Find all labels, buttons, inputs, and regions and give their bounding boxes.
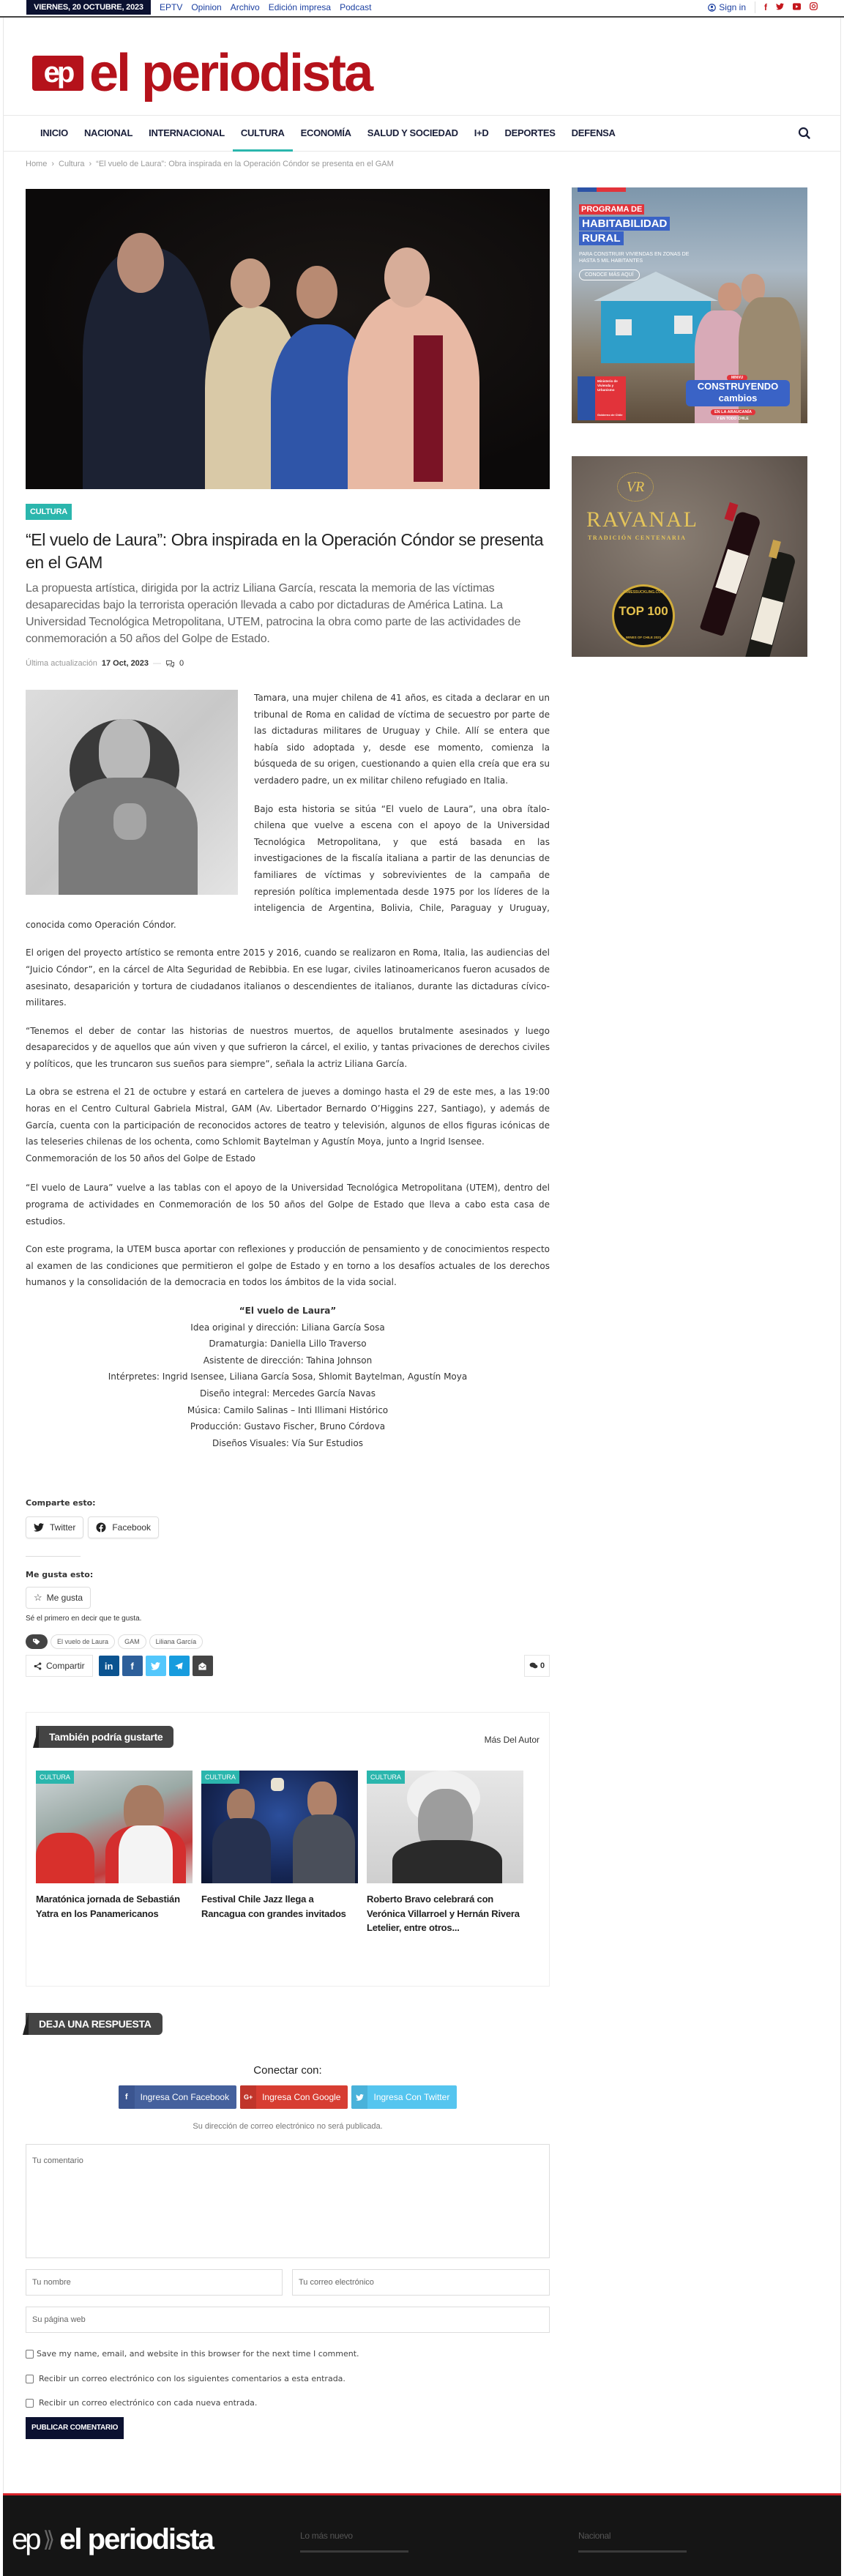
breadcrumb <box>26 160 394 168</box>
user-icon <box>708 4 716 12</box>
tag-liliana-garcia[interactable]: Liliana García <box>149 1634 203 1649</box>
footer-column-bar <box>578 2550 687 2553</box>
compartir-label: Compartir <box>46 1661 85 1672</box>
login-google-label: Ingresa Con Google <box>262 2092 341 2103</box>
related-heading: También podría gustarte <box>36 1726 173 1748</box>
related-card[interactable] <box>36 1771 193 1935</box>
share-facebook-label: Facebook <box>112 1522 152 1533</box>
site-logo[interactable] <box>32 44 371 103</box>
seal-bottom: WINES OF CHILE 2021 <box>625 636 662 639</box>
tag-gam[interactable]: GAM <box>118 1634 146 1649</box>
footer-column-nacional <box>578 2531 687 2553</box>
meta-dash: — <box>153 659 162 668</box>
nav-item-internacional[interactable]: INTERNACIONAL <box>149 127 225 138</box>
share-icon <box>34 1662 42 1670</box>
nav-item-nacional[interactable]: NACIONAL <box>83 127 133 138</box>
comment-placeholder: Tu comentario <box>32 2156 83 2166</box>
twitter-icon[interactable] <box>776 2 784 12</box>
logo-mark: ep <box>32 56 83 91</box>
ad-line3: RURAL <box>579 231 624 245</box>
twitter-icon <box>34 1523 44 1532</box>
article-subtitle: La propuesta artística, dirigida por la actriz Liliana García, rescata la memoria de las víctimas desaparecidas bajo la terrorista operación llevada a cabo por dictaduras de América Latina. La Universidad Tecnológica Metropolitana, UTEM, patrocina la obra como parte de las actividades de conmemoración a 50 años del Golpe de Estado. <box>26 582 521 645</box>
top-right <box>708 0 818 15</box>
share-twitter-label: Twitter <box>50 1522 76 1533</box>
breadcrumb-cultura[interactable]: Cultura <box>59 160 85 168</box>
nav-items <box>32 116 624 151</box>
ad-region: EN LA ARAUCANÍA <box>711 409 755 415</box>
credit-line: Diseños Visuales: Vía Sur Estudios <box>212 1437 363 1448</box>
notify-posts-checkbox-row <box>26 2398 550 2408</box>
social-links <box>764 2 818 12</box>
article-meta <box>26 659 550 668</box>
hero-image <box>26 189 550 489</box>
ad-ministry: Ministerio de Vivienda y Urbanismo <box>597 379 618 392</box>
related-card-image <box>367 1771 523 1883</box>
related-card-category[interactable]: CULTURA <box>36 1771 74 1784</box>
comments-icon <box>529 1662 538 1669</box>
footer-logo-text: el periodista <box>59 2523 213 2555</box>
paragraph <box>26 1084 550 1166</box>
related-card-category[interactable]: CULTURA <box>201 1771 239 1784</box>
article-main <box>26 189 550 2439</box>
like-note: Sé el primero en decir que te gusta. <box>26 1615 142 1623</box>
related-cards <box>36 1771 539 1935</box>
notify-posts-checkbox[interactable] <box>26 2399 34 2408</box>
credits-title: “El vuelo de Laura” <box>239 1306 337 1316</box>
subheading: Conmemoración de los 50 años del Golpe de Estado <box>26 1153 256 1164</box>
facebook-icon <box>96 1522 106 1533</box>
login-twitter-label: Ingresa Con Twitter <box>373 2092 450 2103</box>
nav-item-salud-y-sociedad[interactable]: SALUD Y SOCIEDAD <box>367 127 458 138</box>
top-link-eptv[interactable]: EPTV <box>160 2 183 12</box>
sign-in-link[interactable] <box>708 2 746 12</box>
search-icon[interactable] <box>797 126 812 141</box>
comment-count: 0 <box>539 1661 545 1671</box>
credit-line: Idea original y dirección: Liliana García Sosa <box>190 1322 385 1333</box>
nav-item-i+d[interactable]: I+D <box>474 127 489 138</box>
like-button[interactable] <box>26 1587 91 1609</box>
tags <box>26 1634 550 1649</box>
footer-logo-divider: ⟫ <box>42 2528 56 2552</box>
login-twitter-button[interactable] <box>351 2085 457 2109</box>
ad-region2: Y EN TODO CHILE <box>717 417 749 421</box>
article-body <box>26 690 550 1291</box>
save-info-checkbox-row <box>26 2349 550 2359</box>
sidebar-ad-ravanal[interactable] <box>572 456 807 657</box>
twitter-share-button[interactable] <box>146 1656 166 1676</box>
breadcrumb-home[interactable]: Home <box>26 160 48 168</box>
footer-column-lo-mas-nuevo <box>300 2531 408 2553</box>
email-share-button[interactable] <box>193 1656 213 1676</box>
social-login-buttons <box>26 2085 550 2109</box>
login-facebook-button[interactable] <box>119 2085 236 2109</box>
ad-gov: Gobierno de Chile <box>597 413 623 417</box>
comment-count-button[interactable] <box>524 1655 550 1677</box>
save-info-label: Save my name, email, and website in this browser for the next time I comment. <box>37 2349 359 2359</box>
nav-item-cultura[interactable]: CULTURA <box>233 116 293 151</box>
updated-label: Última actualización <box>26 659 97 668</box>
related-card-title[interactable]: Roberto Bravo celebrará con Verónica Villarroel y Hernán Rivera Letelier, entre otros... <box>367 1894 520 1934</box>
ad-line2: HABITABILIDAD <box>579 217 670 231</box>
breadcrumb-separator: › <box>51 160 55 168</box>
google-plus-icon: G+ <box>240 2085 256 2109</box>
footer-logo[interactable] <box>12 2523 213 2556</box>
paragraph: Tamara, una mujer chilena de 41 años, es citada a declarar en un tribunal de Roma en calidad de víctima de secuestro por parte de las dictaduras militares de Uruguay y Chile. Allí se entera que había sido adoptada y, desde ese momento, comienza la búsqueda de su origen, cuestionando a quien ella creía que era su verdadero padre, un ex militar chileno refugiado en Italia. <box>254 693 550 786</box>
credits <box>26 1303 550 1451</box>
tag-icon <box>26 1634 48 1649</box>
save-info-checkbox[interactable] <box>26 2350 34 2359</box>
seal-mid: TOP 100 <box>619 604 668 618</box>
facebook-icon: f <box>119 2085 135 2109</box>
related-card-image <box>36 1771 193 1883</box>
top-link-podcast[interactable]: Podcast <box>340 2 372 12</box>
compartir-button[interactable] <box>26 1655 93 1677</box>
linkedin-share-button[interactable]: in <box>99 1656 119 1676</box>
comments-icon[interactable] <box>165 660 175 668</box>
paragraph: “Tenemos el deber de contar las historias de nuestros muertos, de aquellos brutalmente asesinados y luego desaparecidos y de aquellos que aún viven y que sufrieron la cárcel, el exilio, y tantas privaciones de derechos civiles y políticos, que les truncaron sus sueños para siempre”, señala la actriz Liliana García. <box>26 1025 550 1069</box>
ravanal-tagline: TRADICIÓN CENTENARIA <box>588 535 687 541</box>
top-links <box>160 0 371 15</box>
ad-desc: PARA CONSTRUIR VIVIENDAS EN ZONAS DE HASTA 5 MIL HABITANTES <box>579 252 690 264</box>
ravanal-mark: VR <box>617 472 654 502</box>
notify-posts-label: Recibir un correo electrónico con cada nueva entrada. <box>39 2398 258 2408</box>
credit-line: Dramaturgia: Daniella Lillo Traverso <box>209 1339 367 1350</box>
comments-count[interactable]: 0 <box>179 659 184 668</box>
sidebar-ad-habitabilidad[interactable] <box>572 187 807 423</box>
top-link-opinion[interactable]: Opinion <box>191 2 222 12</box>
connect-label: Conectar con: <box>253 2064 322 2077</box>
name-email-row <box>26 2269 550 2296</box>
notify-comments-label: Recibir un correo electrónico con los siguientes comentarios a esta entrada. <box>39 2374 346 2384</box>
telegram-share-button[interactable] <box>169 1656 190 1676</box>
nav-item-inicio[interactable]: INICIO <box>40 127 68 138</box>
share-label: Comparte esto: <box>26 1498 96 1508</box>
related-posts <box>26 1712 550 1987</box>
ravanal-brand: RAVANAL <box>586 507 698 532</box>
login-facebook-label: Ingresa Con Facebook <box>140 2092 230 2103</box>
divider <box>26 1556 81 1557</box>
paragraph: El origen del proyecto artístico se remonta entre 2015 y 2016, cuando se realizaron en Roma, Italia, las audiencias del “Juicio Cóndor”, en la cárcel de Alta Seguridad de Rebibbia. En ese lugar, civiles latinoamericanos fueron acusados de asesinato, desaparición y tortura de ciudadanos italianos o descendientes de italianos, durante las dictaduras cívico-militares. <box>26 948 550 1008</box>
comment-textarea[interactable] <box>26 2144 550 2258</box>
breadcrumb-current: “El vuelo de Laura”: Obra inspirada en la Operación Cóndor se presenta en el GAM <box>96 160 394 168</box>
name-input[interactable]: Tu nombre <box>26 2269 283 2296</box>
paragraph-text: La obra se estrena el 21 de octubre y estará en cartelera de jueves a domingo hasta el 29 de este mes, a las 19:00 horas en el Centro Cultural Gabriela Mistral, GAM (Av. Libertador Bernardo O’Higgins 227, Santiago), y además de García, cuenta con la participación de reconocidos actores de teatro y televisión, algunos de ellos figuras icónicas de las teleseries chilenas de los ochenta, como Schlomit Baytelman y Agustín Moya, junto a Ingrid Isensee. <box>26 1087 550 1147</box>
logo-text: el periodista <box>89 44 372 103</box>
instagram-icon[interactable] <box>810 2 818 12</box>
tag-el-vuelo-de-laura[interactable]: El vuelo de Laura <box>51 1634 115 1649</box>
seal-top: JAMESSUCKLING.COM <box>622 590 665 595</box>
updated-date: 17 Oct, 2023 <box>101 659 149 668</box>
main-nav <box>3 115 841 152</box>
footer-column-bar <box>300 2550 408 2553</box>
like-label: Me gusta esto: <box>26 1570 94 1580</box>
email-note: Su dirección de correo electrónico no será publicada. <box>193 2122 383 2132</box>
footer-column-label[interactable]: Lo más nuevo <box>300 2531 353 2541</box>
star-icon: ☆ <box>34 1592 42 1604</box>
ad-slogan1: CONSTRUYENDO <box>697 381 779 392</box>
ad-minvu: MINVU <box>727 375 747 381</box>
credit-line: Producción: Gustavo Fischer, Bruno Córdova <box>190 1421 386 1432</box>
paragraph: “El vuelo de Laura” vuelve a las tablas con el apoyo de la Universidad Tecnológica Metropolitana (UTEM), dentro del programa de actividades en Conmemoración de los 50 años del Golpe de Estado que lleva a cabo esta casa de estudios. <box>26 1183 550 1226</box>
site-footer <box>3 2493 841 2576</box>
credit-line: Diseño integral: Mercedes García Navas <box>199 1388 376 1399</box>
website-input[interactable]: Su página web <box>26 2307 550 2333</box>
ad-slogan2: cambios <box>718 392 758 403</box>
login-google-button[interactable] <box>240 2085 348 2109</box>
related-card-image <box>201 1771 358 1883</box>
ad-line1: PROGRAMA DE <box>579 204 644 215</box>
more-from-author-link[interactable]: Más Del Autor <box>484 1735 539 1746</box>
credit-line: Música: Camilo Salinas – Inti Illimani Histórico <box>187 1404 389 1415</box>
facebook-icon[interactable]: f <box>764 2 767 12</box>
notify-comments-checkbox[interactable] <box>26 2375 34 2383</box>
like-button-label: Me gusta <box>46 1593 83 1604</box>
email-input[interactable]: Tu correo electrónico <box>292 2269 550 2296</box>
ad-cta[interactable]: CONOCE MÁS AQUÍ <box>579 269 640 280</box>
twitter-icon <box>351 2085 367 2109</box>
share-buttons <box>26 1516 550 1538</box>
share-twitter-button[interactable] <box>26 1516 83 1538</box>
nav-item-deportes[interactable]: DEPORTES <box>504 127 556 138</box>
nav-item-economía[interactable]: ECONOMÍA <box>300 127 351 138</box>
top-link-archivo[interactable]: Archivo <box>230 2 260 12</box>
date-badge: VIERNES, 20 OCTUBRE, 2023 <box>26 0 151 15</box>
related-card[interactable] <box>201 1771 358 1935</box>
category-badge[interactable]: CULTURA <box>26 504 72 520</box>
submit-comment-button[interactable]: PUBLICAR COMENTARIO <box>26 2417 124 2439</box>
sign-in-label: Sign in <box>719 2 746 12</box>
credit-line: Intérpretes: Ingrid Isensee, Liliana García Sosa, Shlomit Baytelman, Agustín Moya <box>108 1371 468 1382</box>
top-link-edicion-impresa[interactable]: Edición impresa <box>268 2 332 12</box>
facebook-share-button[interactable]: f <box>122 1656 143 1676</box>
share-row <box>26 1655 550 1677</box>
reply-heading: DEJA UNA RESPUESTA <box>26 2013 163 2035</box>
credits-list <box>26 1319 550 1452</box>
related-card[interactable] <box>367 1771 523 1935</box>
related-card-title[interactable]: Maratónica jornada de Sebastián Yatra en los Panamericanos <box>36 1894 180 1919</box>
nav-item-defensa[interactable]: DEFENSA <box>571 127 616 138</box>
paragraph: Bajo esta historia se sitúa “El vuelo de Laura”, una obra ítalo-chilena que vuelve a escena con el apoyo de la Universidad Tecnológica Metropolitana, y que está basada en las investigaciones de la fiscalía italiana a partir de las denuncias de familiares de víctimas y sobrevivientes de la campaña de represión política implementada desde 1975 por los líderes de la inteligencia de Argentina, Bolivia, Chile, Paraguay y Uruguay, conocida como Operación Cóndor. <box>26 803 550 930</box>
footer-logo-mark: ep <box>12 2523 39 2555</box>
footer-column-label[interactable]: Nacional <box>578 2531 611 2541</box>
share-facebook-button[interactable] <box>88 1516 159 1538</box>
actress-photo <box>26 690 238 895</box>
top-bar <box>0 0 844 18</box>
credit-line: Asistente de dirección: Tahina Johnson <box>203 1355 373 1366</box>
youtube-icon[interactable] <box>793 2 801 12</box>
notify-comments-checkbox-row <box>26 2374 550 2383</box>
related-card-category[interactable]: CULTURA <box>367 1771 405 1784</box>
breadcrumb-separator: › <box>89 160 92 168</box>
article-title: “El vuelo de Laura”: Obra inspirada en la Operación Cóndor se presenta en el GAM <box>26 530 544 572</box>
paragraph: Con este programa, la UTEM busca aportar con reflexiones y producción de pensamiento y de conocimientos respecto al examen de las condiciones que permitieron el golpe de Estado y en torno a los desafíos actuales de los derechos humanos y la consolidación de la democracia en todos los ámbitos de la vida social. <box>26 1244 550 1288</box>
related-card-title[interactable]: Festival Chile Jazz llega a Rancagua con grandes invitados <box>201 1894 346 1919</box>
